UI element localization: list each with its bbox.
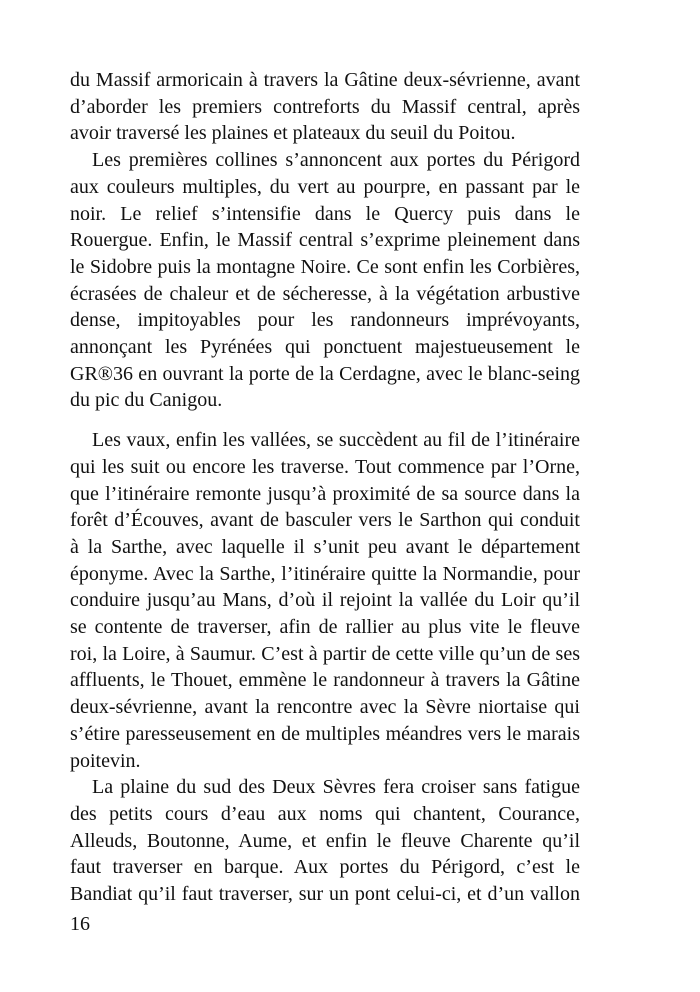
text-line: des petits cours d’eau aux noms qui chantent, Courance, [70, 802, 580, 825]
text-line: faut traverser en barque. Aux portes du Périgord, c’est le [70, 856, 580, 879]
text-line: éponyme. Avec la Sarthe, l’itinéraire quitte la Normandie, pour [70, 562, 580, 585]
text-line: avoir traversé les plaines et plateaux du seuil du Poitou. [70, 122, 516, 145]
text-line: du pic du Canigou. [70, 389, 223, 412]
text-line: Alleuds, Boutonne, Aume, et enfin le fleuve Charente qu’il [70, 829, 580, 852]
paragraph-2 [70, 147, 580, 414]
text-line: roi, la Loire, à Saumur. C’est à partir de cette ville qu’un de ses [70, 642, 580, 665]
paragraph-1 [70, 67, 580, 147]
text-line: se contente de traverser, afin de rallier au plus vite le fleuve [70, 616, 580, 639]
text-line: le Sidobre puis la montagne Noire. Ce sont enfin les Corbières, [70, 255, 580, 278]
text-line: Bandiat qu’il faut traverser, sur un pont celui-ci, et d’un vallon [70, 883, 580, 906]
text-line: conduire jusqu’au Mans, d’où il rejoint la vallée du Loir qu’il [70, 589, 580, 612]
text-line: deux-sévrienne, avant la rencontre avec la Sèvre niortaise qui [70, 696, 580, 719]
text-line: GR®36 en ouvrant la porte de la Cerdagne, avec le blanc-seing [70, 362, 580, 385]
text-line: annonçant les Pyrénées qui ponctuent majestueusement le [70, 336, 580, 359]
paragraph-3 [70, 427, 580, 774]
text-line: La plaine du sud des Deux Sèvres fera croiser sans fatigue [92, 776, 580, 799]
text-line: affluents, le Thouet, emmène le randonneur à travers la Gâtine [70, 669, 580, 692]
text-line: noir. Le relief s’intensifie dans le Quercy puis dans le [70, 202, 580, 225]
text-line: d’aborder les premiers contreforts du Massif central, après [70, 95, 580, 118]
text-line: écrasées de chaleur et de sécheresse, à la végétation arbustive [70, 282, 580, 305]
text-line: que l’itinéraire remonte jusqu’à proximité de sa source dans la [70, 482, 580, 505]
page-number: 16 [70, 913, 90, 935]
text-line: Les premières collines s’annoncent aux portes du Périgord [92, 149, 580, 172]
text-line: s’étire paresseusement en de multiples méandres vers le marais [70, 722, 580, 745]
text-line: forêt d’Écouves, avant de basculer vers le Sarthon qui conduit [70, 509, 580, 532]
text-line: à la Sarthe, avec laquelle il s’unit peu avant le département [70, 535, 580, 558]
text-line: Les vaux, enfin les vallées, se succèdent au fil de l’itinéraire [92, 429, 580, 452]
text-line: du Massif armoricain à travers la Gâtine deux-sévrienne, avant [70, 69, 580, 91]
body-text [70, 67, 580, 908]
text-line: poitevin. [70, 749, 141, 772]
text-line: qui les suit ou encore les traverse. Tout commence par l’Orne, [70, 455, 580, 478]
paragraph-4 [70, 774, 580, 908]
text-line: aux couleurs multiples, du vert au pourpre, en passant par le [70, 175, 580, 198]
text-line: Rouergue. Enfin, le Massif central s’exprime pleinement dans [70, 229, 580, 252]
text-line: dense, impitoyables pour les randonneurs imprévoyants, [70, 309, 580, 332]
